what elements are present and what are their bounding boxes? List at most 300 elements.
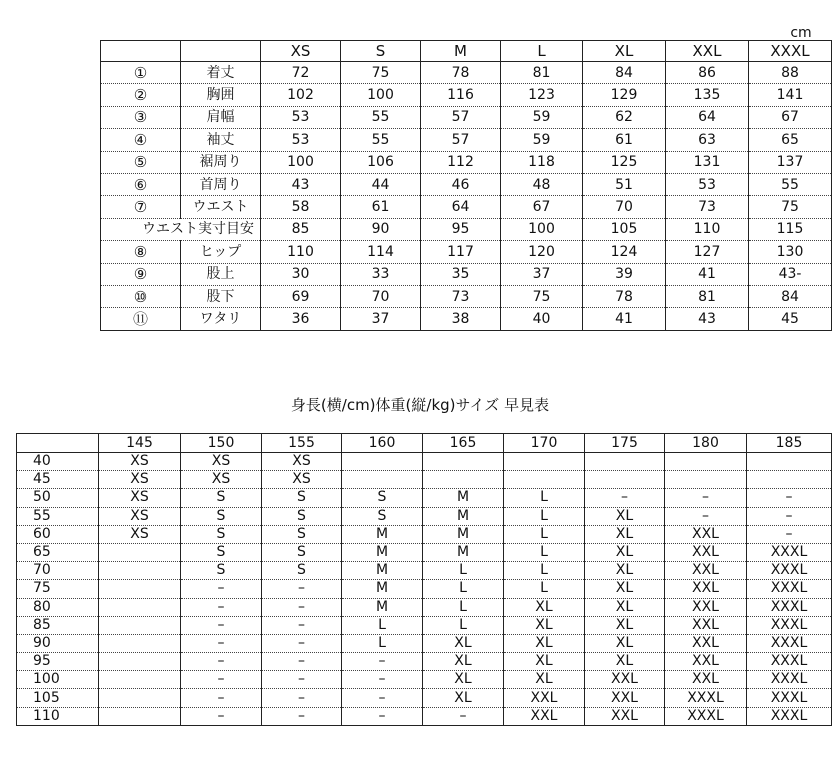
- size-header-cell: L: [501, 41, 583, 62]
- size-cell: –: [423, 707, 504, 725]
- size-cell: XL: [504, 598, 585, 616]
- unit-label: cm: [790, 25, 812, 41]
- measurement-value: 58: [261, 196, 341, 218]
- measurement-value: 37: [501, 263, 583, 285]
- size-cell: [665, 471, 747, 489]
- measurement-value: 86: [666, 62, 749, 84]
- weight-label: 50: [17, 489, 99, 507]
- size-cell: L: [504, 489, 585, 507]
- measurement-value: 41: [583, 308, 666, 330]
- size-cell: [504, 453, 585, 471]
- size-cell: M: [423, 507, 504, 525]
- measurement-name: ウエスト実寸目安: [101, 218, 261, 240]
- measurement-value: 51: [583, 173, 666, 195]
- weight-row: [17, 707, 832, 725]
- measurement-value: 43-: [749, 263, 832, 285]
- weight-label: 85: [17, 616, 99, 634]
- size-cell: S: [262, 525, 342, 543]
- measurement-row: [101, 62, 832, 84]
- size-cell: [747, 471, 832, 489]
- size-cell: –: [181, 671, 262, 689]
- size-cell: XXL: [665, 653, 747, 671]
- size-cell: –: [181, 580, 262, 598]
- size-cell: –: [181, 616, 262, 634]
- measurement-value: 73: [666, 196, 749, 218]
- height-header-cell: 165: [423, 434, 504, 453]
- size-cell: S: [181, 507, 262, 525]
- size-cell: S: [262, 562, 342, 580]
- size-cell: –: [262, 671, 342, 689]
- measurement-value: 135: [666, 84, 749, 106]
- measurement-value: 81: [666, 285, 749, 307]
- size-cell: [504, 471, 585, 489]
- size-cell: –: [181, 707, 262, 725]
- size-header-cell: S: [341, 41, 421, 62]
- measurement-value: 84: [583, 62, 666, 84]
- size-cell: [665, 453, 747, 471]
- measurement-name: 胸囲: [181, 84, 261, 106]
- size-cell: –: [342, 689, 423, 707]
- measurement-value: 100: [341, 84, 421, 106]
- weight-row: [17, 453, 832, 471]
- measurement-value: 137: [749, 151, 832, 173]
- size-cell: [99, 707, 181, 725]
- measurement-name: 肩幅: [181, 106, 261, 128]
- measurement-number: ②: [101, 84, 181, 106]
- size-cell: XXL: [585, 671, 665, 689]
- size-cell: XXL: [504, 707, 585, 725]
- measurement-value: 70: [583, 196, 666, 218]
- measurement-value: 131: [666, 151, 749, 173]
- measurement-number: ⑪: [101, 308, 181, 330]
- size-cell: [99, 653, 181, 671]
- size-cell: S: [342, 489, 423, 507]
- size-cell: [99, 598, 181, 616]
- size-cell: [99, 671, 181, 689]
- size-cell: [585, 453, 665, 471]
- measurement-name: 首周り: [181, 173, 261, 195]
- size-cell: XS: [99, 507, 181, 525]
- height-header-cell: 185: [747, 434, 832, 453]
- measurement-name: ウエスト: [181, 196, 261, 218]
- measurement-number: ④: [101, 129, 181, 151]
- measurement-value: 44: [341, 173, 421, 195]
- height-header-cell: 180: [665, 434, 747, 453]
- height-weight-size-chart: [16, 433, 832, 726]
- size-cell: [99, 580, 181, 598]
- weight-row: [17, 634, 832, 652]
- size-cell: –: [262, 689, 342, 707]
- measurement-value: 125: [583, 151, 666, 173]
- size-header-cell: XL: [583, 41, 666, 62]
- size-cell: XL: [585, 580, 665, 598]
- size-cell: XXXL: [747, 671, 832, 689]
- weight-label: 40: [17, 453, 99, 471]
- size-cell: –: [181, 634, 262, 652]
- size-cell: S: [181, 525, 262, 543]
- measurement-value: 114: [341, 241, 421, 263]
- weight-label: 60: [17, 525, 99, 543]
- measurement-value: 46: [421, 173, 501, 195]
- measurement-number: ⑥: [101, 173, 181, 195]
- measurement-value: 84: [749, 285, 832, 307]
- size-cell: M: [342, 580, 423, 598]
- size-cell: XXL: [665, 598, 747, 616]
- weight-label: 65: [17, 543, 99, 561]
- size-cell: –: [665, 507, 747, 525]
- size-cell: XXL: [665, 634, 747, 652]
- measurement-value: 100: [501, 218, 583, 240]
- size-cell: XXL: [504, 689, 585, 707]
- size-cell: –: [262, 634, 342, 652]
- measurement-value: 95: [421, 218, 501, 240]
- weight-row: [17, 507, 832, 525]
- size-cell: XL: [504, 653, 585, 671]
- size-cell: XS: [99, 525, 181, 543]
- measurement-value: 72: [261, 62, 341, 84]
- measurement-value: 59: [501, 129, 583, 151]
- size-cell: [342, 453, 423, 471]
- size-cell: XL: [423, 671, 504, 689]
- measurement-value: 64: [421, 196, 501, 218]
- size-cell: –: [665, 489, 747, 507]
- weight-row: [17, 616, 832, 634]
- size-cell: XS: [181, 453, 262, 471]
- size-cell: [99, 562, 181, 580]
- size-cell: [99, 689, 181, 707]
- size-cell: –: [181, 598, 262, 616]
- measurement-value: 33: [341, 263, 421, 285]
- size-cell: –: [342, 707, 423, 725]
- size-cell: XXXL: [747, 634, 832, 652]
- weight-label: 105: [17, 689, 99, 707]
- size-cell: L: [504, 580, 585, 598]
- measurement-row: [101, 129, 832, 151]
- measurement-value: 61: [341, 196, 421, 218]
- measurement-value: 55: [341, 129, 421, 151]
- weight-label: 75: [17, 580, 99, 598]
- corner-cell: [17, 434, 99, 453]
- measurement-row: [101, 218, 832, 240]
- measurement-row: [101, 308, 832, 330]
- size-cell: XXXL: [747, 707, 832, 725]
- measurement-value: 102: [261, 84, 341, 106]
- measurement-value: 57: [421, 106, 501, 128]
- measurement-value: 69: [261, 285, 341, 307]
- height-header-cell: 175: [585, 434, 665, 453]
- measurement-row: [101, 285, 832, 307]
- size-cell: XS: [99, 489, 181, 507]
- size-cell: XXL: [665, 543, 747, 561]
- measurement-value: 116: [421, 84, 501, 106]
- measurement-row: [101, 173, 832, 195]
- height-header-cell: 160: [342, 434, 423, 453]
- measurement-value: 78: [583, 285, 666, 307]
- measurement-number: ③: [101, 106, 181, 128]
- measurement-number: ⑩: [101, 285, 181, 307]
- weight-row: [17, 653, 832, 671]
- measurement-number: ①: [101, 62, 181, 84]
- size-cell: S: [181, 543, 262, 561]
- size-cell: XS: [99, 453, 181, 471]
- size-cell: XXXL: [747, 580, 832, 598]
- size-cell: –: [747, 489, 832, 507]
- size-cell: –: [181, 653, 262, 671]
- height-header-cell: 150: [181, 434, 262, 453]
- size-cell: XXL: [665, 671, 747, 689]
- measurement-row: [101, 241, 832, 263]
- size-cell: –: [585, 489, 665, 507]
- measurement-value: 141: [749, 84, 832, 106]
- size-cell: XXXL: [747, 598, 832, 616]
- measurement-value: 120: [501, 241, 583, 263]
- size-cell: XXXL: [747, 689, 832, 707]
- measurement-value: 30: [261, 263, 341, 285]
- size-header-cell: [101, 41, 181, 62]
- measurement-value: 112: [421, 151, 501, 173]
- size-cell: –: [181, 689, 262, 707]
- size-cell: XXL: [585, 707, 665, 725]
- height-header-cell: 170: [504, 434, 585, 453]
- size-cell: M: [423, 525, 504, 543]
- measurement-row: [101, 151, 832, 173]
- size-cell: XL: [585, 562, 665, 580]
- measurement-value: 53: [261, 106, 341, 128]
- size-header-cell: XXXL: [749, 41, 832, 62]
- measurement-number: ⑧: [101, 241, 181, 263]
- size-cell: –: [342, 653, 423, 671]
- size-cell: XL: [504, 616, 585, 634]
- size-cell: XL: [504, 634, 585, 652]
- size-cell: XXL: [665, 562, 747, 580]
- measurement-value: 55: [341, 106, 421, 128]
- size-cell: L: [423, 580, 504, 598]
- size-cell: M: [342, 525, 423, 543]
- measurement-value: 64: [666, 106, 749, 128]
- size-cell: XXL: [585, 689, 665, 707]
- size-cell: S: [262, 543, 342, 561]
- size-header-row: [101, 41, 832, 62]
- size-cell: –: [262, 598, 342, 616]
- measurement-value: 40: [501, 308, 583, 330]
- size-cell: XS: [262, 453, 342, 471]
- height-header-row: [17, 434, 832, 453]
- measurement-value: 53: [666, 173, 749, 195]
- size-cell: XXL: [665, 616, 747, 634]
- measurement-value: 39: [583, 263, 666, 285]
- measurement-value: 36: [261, 308, 341, 330]
- measurement-value: 61: [583, 129, 666, 151]
- size-cell: XXL: [665, 580, 747, 598]
- weight-row: [17, 580, 832, 598]
- measurement-row: [101, 106, 832, 128]
- size-cell: –: [262, 707, 342, 725]
- size-cell: [747, 453, 832, 471]
- measurement-value: 37: [341, 308, 421, 330]
- measurement-value: 43: [261, 173, 341, 195]
- size-cell: [99, 543, 181, 561]
- size-cell: XS: [262, 471, 342, 489]
- size-cell: L: [504, 562, 585, 580]
- measurement-value: 67: [749, 106, 832, 128]
- measurement-value: 48: [501, 173, 583, 195]
- measurement-value: 73: [421, 285, 501, 307]
- size-cell: XL: [585, 507, 665, 525]
- size-header-cell: M: [421, 41, 501, 62]
- size-cell: S: [342, 507, 423, 525]
- size-cell: –: [262, 616, 342, 634]
- size-cell: S: [181, 489, 262, 507]
- size-cell: XL: [423, 653, 504, 671]
- size-cell: M: [423, 543, 504, 561]
- size-cell: L: [504, 543, 585, 561]
- measurement-value: 85: [261, 218, 341, 240]
- measurement-number: ⑦: [101, 196, 181, 218]
- measurement-value: 127: [666, 241, 749, 263]
- measurement-value: 106: [341, 151, 421, 173]
- measurement-name: 裾周り: [181, 151, 261, 173]
- measurement-value: 43: [666, 308, 749, 330]
- weight-row: [17, 525, 832, 543]
- size-cell: XL: [585, 598, 665, 616]
- measurement-name: 袖丈: [181, 129, 261, 151]
- measurement-row: [101, 263, 832, 285]
- measurement-value: 45: [749, 308, 832, 330]
- size-cell: XL: [585, 653, 665, 671]
- measurement-name: 股上: [181, 263, 261, 285]
- measurement-name: 股下: [181, 285, 261, 307]
- size-cell: XL: [585, 634, 665, 652]
- weight-label: 95: [17, 653, 99, 671]
- weight-label: 55: [17, 507, 99, 525]
- size-cell: L: [423, 598, 504, 616]
- measurement-value: 90: [341, 218, 421, 240]
- size-header-cell: [181, 41, 261, 62]
- size-cell: XS: [181, 471, 262, 489]
- measurement-value: 100: [261, 151, 341, 173]
- measurement-value: 110: [261, 241, 341, 263]
- size-cell: –: [747, 525, 832, 543]
- size-cell: XL: [423, 634, 504, 652]
- measurement-number: ⑨: [101, 263, 181, 285]
- size-cell: [342, 471, 423, 489]
- measurement-value: 105: [583, 218, 666, 240]
- measurement-value: 118: [501, 151, 583, 173]
- size-cell: XS: [99, 471, 181, 489]
- measurement-value: 38: [421, 308, 501, 330]
- measurement-value: 129: [583, 84, 666, 106]
- measurement-value: 67: [501, 196, 583, 218]
- measurement-number: ⑤: [101, 151, 181, 173]
- size-measurement-table: [100, 40, 832, 331]
- size-cell: S: [262, 507, 342, 525]
- weight-row: [17, 543, 832, 561]
- height-header-cell: 155: [262, 434, 342, 453]
- size-cell: XXXL: [747, 562, 832, 580]
- measurement-row: [101, 84, 832, 106]
- size-cell: XXXL: [747, 653, 832, 671]
- size-header-cell: XS: [261, 41, 341, 62]
- height-header-cell: 145: [99, 434, 181, 453]
- measurement-value: 65: [749, 129, 832, 151]
- measurement-value: 35: [421, 263, 501, 285]
- measurement-value: 63: [666, 129, 749, 151]
- size-cell: M: [423, 489, 504, 507]
- size-cell: [423, 453, 504, 471]
- size-cell: [585, 471, 665, 489]
- measurement-value: 130: [749, 241, 832, 263]
- measurement-value: 55: [749, 173, 832, 195]
- weight-label: 100: [17, 671, 99, 689]
- size-cell: –: [262, 653, 342, 671]
- size-cell: –: [262, 580, 342, 598]
- size-cell: M: [342, 562, 423, 580]
- measurement-value: 53: [261, 129, 341, 151]
- size-cell: XXXL: [665, 689, 747, 707]
- measurement-row: [101, 196, 832, 218]
- size-cell: L: [504, 507, 585, 525]
- size-cell: [99, 634, 181, 652]
- measurement-value: 110: [666, 218, 749, 240]
- size-cell: XXXL: [747, 543, 832, 561]
- size-cell: M: [342, 598, 423, 616]
- size-cell: L: [423, 616, 504, 634]
- size-cell: L: [504, 525, 585, 543]
- size-cell: XXXL: [665, 707, 747, 725]
- size-cell: L: [423, 562, 504, 580]
- measurement-value: 59: [501, 106, 583, 128]
- weight-row: [17, 562, 832, 580]
- measurement-value: 41: [666, 263, 749, 285]
- measurement-value: 62: [583, 106, 666, 128]
- size-cell: XXL: [665, 525, 747, 543]
- size-cell: S: [181, 562, 262, 580]
- size-cell: S: [262, 489, 342, 507]
- size-cell: L: [342, 634, 423, 652]
- weight-label: 110: [17, 707, 99, 725]
- size-header-cell: XXL: [666, 41, 749, 62]
- weight-row: [17, 489, 832, 507]
- weight-row: [17, 471, 832, 489]
- measurement-name: ヒップ: [181, 241, 261, 263]
- chart-title: 身長(横/cm)体重(縦/kg)サイズ 早見表: [290, 396, 550, 414]
- weight-label: 80: [17, 598, 99, 616]
- size-cell: L: [342, 616, 423, 634]
- measurement-name: ワタリ: [181, 308, 261, 330]
- measurement-value: 123: [501, 84, 583, 106]
- measurement-value: 70: [341, 285, 421, 307]
- size-cell: XL: [504, 671, 585, 689]
- size-cell: –: [342, 671, 423, 689]
- size-cell: [99, 616, 181, 634]
- size-cell: M: [342, 543, 423, 561]
- weight-label: 70: [17, 562, 99, 580]
- size-cell: –: [747, 507, 832, 525]
- size-cell: [423, 471, 504, 489]
- measurement-value: 124: [583, 241, 666, 263]
- measurement-value: 75: [341, 62, 421, 84]
- measurement-value: 75: [501, 285, 583, 307]
- size-cell: XL: [585, 525, 665, 543]
- measurement-value: 81: [501, 62, 583, 84]
- measurement-value: 117: [421, 241, 501, 263]
- measurement-value: 57: [421, 129, 501, 151]
- measurement-value: 115: [749, 218, 832, 240]
- size-cell: XXXL: [747, 616, 832, 634]
- measurement-value: 78: [421, 62, 501, 84]
- measurement-value: 88: [749, 62, 832, 84]
- measurement-name: 着丈: [181, 62, 261, 84]
